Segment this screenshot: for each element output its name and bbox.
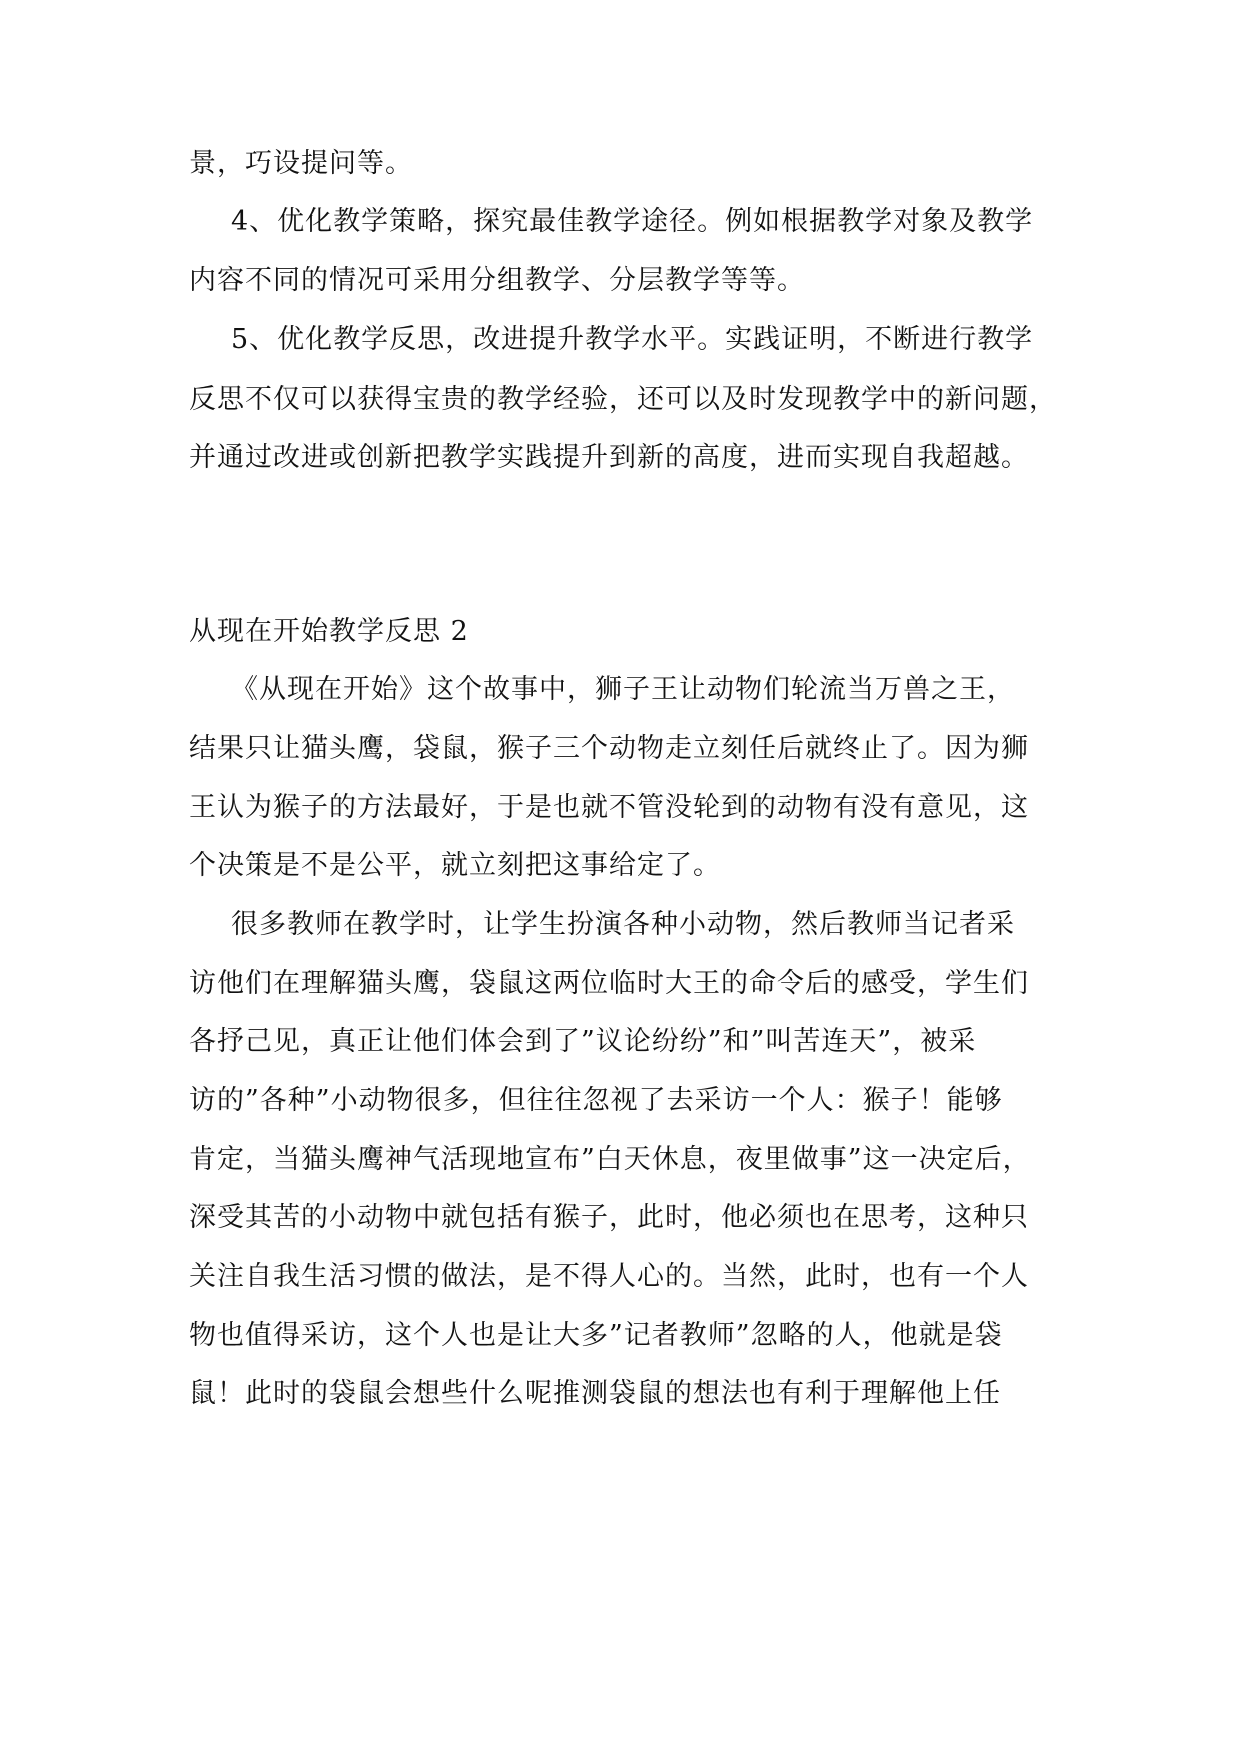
paragraph-line: 鼠！此时的袋鼠会想些什么呢推测袋鼠的想法也有利于理解他上任 xyxy=(189,1378,1001,1409)
paragraph-line: 内容不同的情况可采用分组教学、分层教学等等。 xyxy=(189,265,805,296)
paragraph-line: 很多教师在教学时，让学生扮演各种小动物，然后教师当记者采 xyxy=(231,909,1015,940)
paragraph-line: 访他们在理解猫头鹰，袋鼠这两位临时大王的命令后的感受，学生们 xyxy=(189,968,1029,999)
paragraph-line: 4、优化教学策略，探究最佳教学途径。例如根据教学对象及教学 xyxy=(231,206,1034,237)
paragraph-line: 物也值得采访，这个人也是让大多”记者教师”忽略的人，他就是袋 xyxy=(189,1320,1003,1351)
paragraph-line: 个决策是不是公平，就立刻把这事给定了。 xyxy=(189,850,721,881)
paragraph-line: 《从现在开始》这个故事中，狮子王让动物们轮流当万兽之王， xyxy=(231,674,1015,705)
paragraph-line: 访的”各种”小动物很多，但往往忽视了去采访一个人：猴子！能够 xyxy=(189,1085,1003,1116)
paragraph-line: 5、优化教学反思，改进提升教学水平。实践证明，不断进行教学 xyxy=(231,324,1034,355)
paragraph-line: 并通过改进或创新把教学实践提升到新的高度，进而实现自我超越。 xyxy=(189,442,1029,473)
paragraph-line: 反思不仅可以获得宝贵的教学经验，还可以及时发现教学中的新问题， xyxy=(189,384,1057,415)
section-heading: 从现在开始教学反思 2 xyxy=(189,616,469,647)
paragraph-line: 各抒己见，真正让他们体会到了”议论纷纷”和”叫苦连天”，被采 xyxy=(189,1026,977,1057)
paragraph-line: 深受其苦的小动物中就包括有猴子，此时，他必须也在思考，这种只 xyxy=(189,1202,1029,1233)
paragraph-line: 结果只让猫头鹰，袋鼠，猴子三个动物走立刻任后就终止了。因为狮 xyxy=(189,733,1029,764)
paragraph-line: 景，巧设提问等。 xyxy=(189,148,413,179)
paragraph-line: 关注自我生活习惯的做法，是不得人心的。当然，此时，也有一个人 xyxy=(189,1261,1029,1292)
paragraph-line: 肯定，当猫头鹰神气活现地宣布”白天休息，夜里做事”这一决定后， xyxy=(189,1144,1031,1175)
paragraph-line: 王认为猴子的方法最好，于是也就不管没轮到的动物有没有意见，这 xyxy=(189,792,1029,823)
